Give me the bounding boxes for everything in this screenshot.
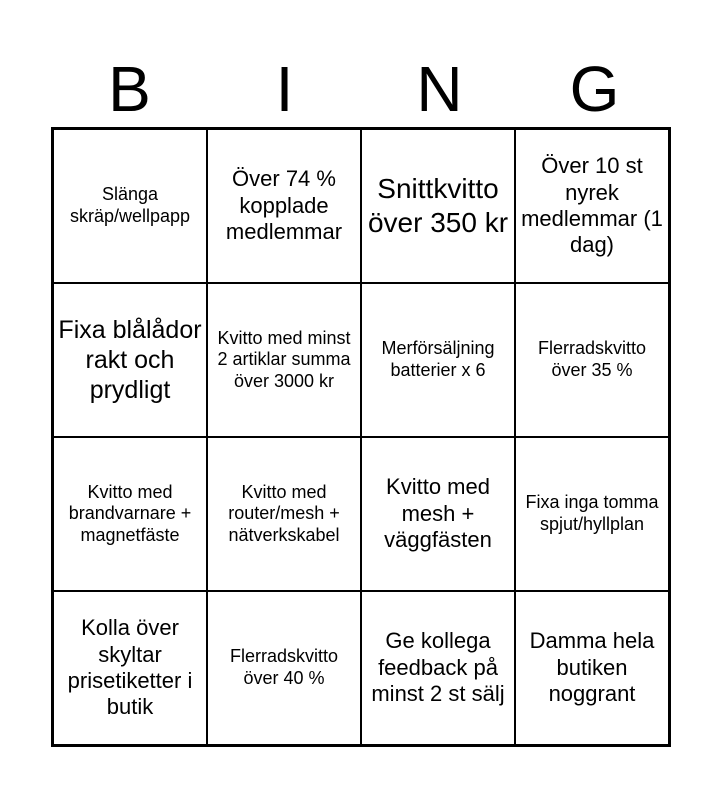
bingo-cell[interactable] [361,129,515,283]
cell-text: Damma hela butiken noggrant [529,628,655,707]
header-letter-b: B [108,53,151,125]
cell-text: Merförsäljning batterier x 6 [381,338,495,380]
cell-text: Flerradskvitto över 35 % [537,338,647,380]
bingo-cell[interactable] [361,591,515,745]
bingo-cell[interactable] [207,437,361,591]
bingo-grid [51,127,671,747]
cell-text: Kvitto med brandvarnare + magnetfäste [68,481,192,545]
header-letter-n: N [416,53,463,125]
cell-text: Snittkvitto över 350 kr [367,173,509,238]
bingo-header [52,52,672,126]
cell-text: Över 10 st nyrek medlemmar (1 dag) [521,153,663,258]
bingo-cell[interactable] [515,129,669,283]
cell-text: Kolla över skyltar prisetiketter i butik [67,615,193,720]
cell-text: Kvitto med mesh + väggfästen [384,474,492,553]
bingo-cell[interactable] [515,283,669,437]
header-letter-g: G [569,53,620,125]
cell-text: Ge kollega feedback på minst 2 st sälj [371,628,505,707]
bingo-cell[interactable] [361,283,515,437]
bingo-cell[interactable] [53,283,207,437]
bingo-cell[interactable] [53,591,207,745]
cell-text: Flerradskvitto över 40 % [229,646,339,688]
cell-text: Kvitto med router/mesh + nätverkskabel [228,481,340,545]
bingo-cell[interactable] [53,129,207,283]
bingo-cell[interactable] [207,129,361,283]
cell-text: Kvitto med minst 2 artiklar summa över 3000 kr [217,327,351,391]
bingo-cell[interactable] [515,591,669,745]
bingo-cell[interactable] [53,437,207,591]
bingo-cell[interactable] [207,591,361,745]
cell-text: Fixa blålådor rakt och prydligt [58,316,202,404]
bingo-cell[interactable] [361,437,515,591]
header-letter-i: I [275,53,294,125]
cell-text: Över 74 % kopplade medlemmar [225,166,343,245]
bingo-cell[interactable] [207,283,361,437]
cell-text: Slänga skräp/wellpapp [69,184,191,226]
bingo-cell[interactable] [515,437,669,591]
cell-text: Fixa inga tomma spjut/hyllplan [525,492,659,534]
